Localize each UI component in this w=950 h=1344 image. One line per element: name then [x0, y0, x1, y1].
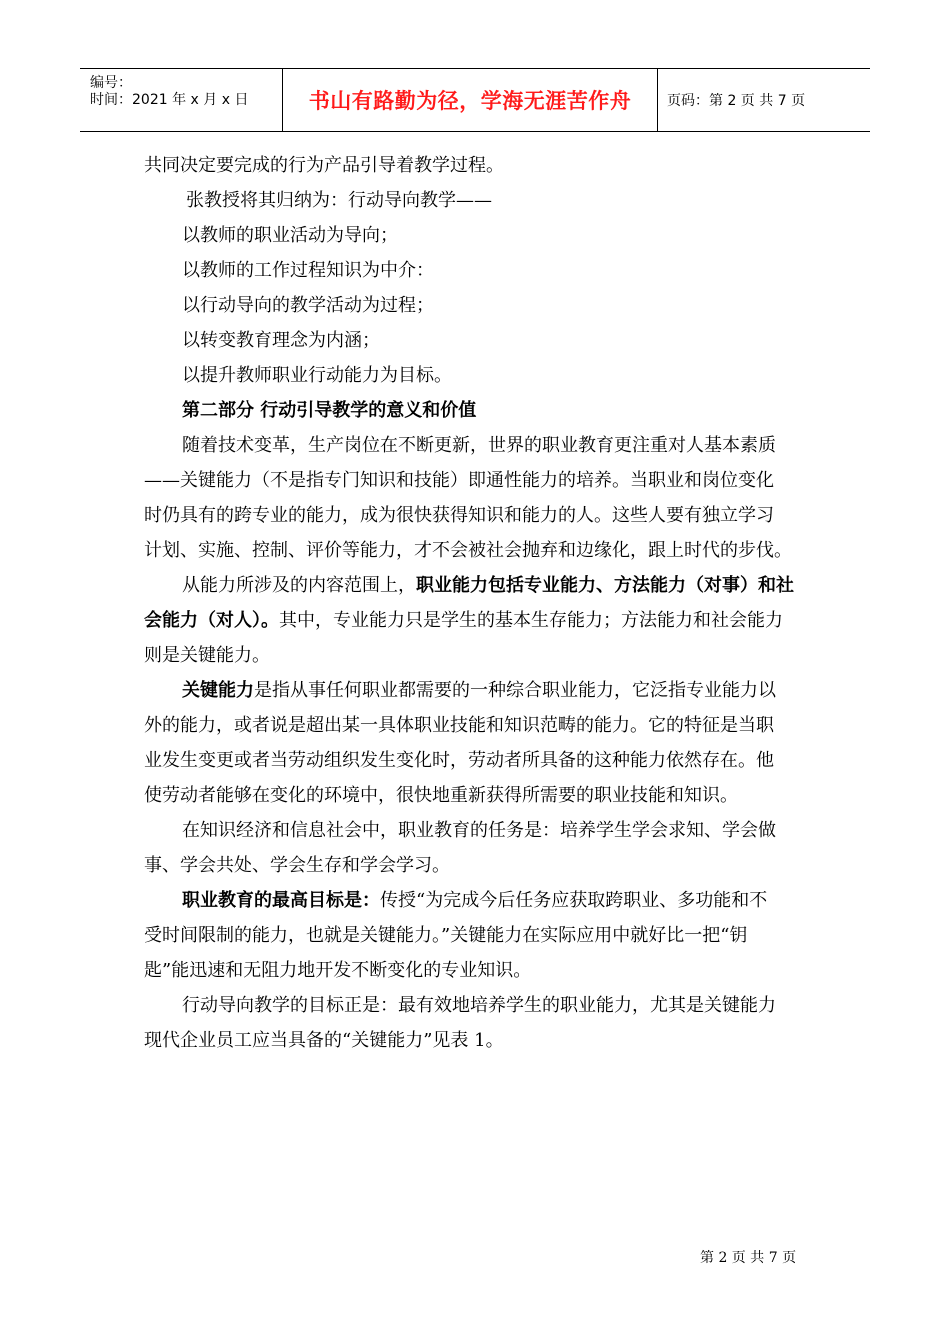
paragraph-line: 张教授将其归纳为：行动导向教学—— [186, 190, 492, 211]
paragraph-line: 随着技术变革，生产岗位在不断更新，世界的职业教育更注重对人基本素质 [182, 435, 776, 456]
paragraph-line: 共同决定要完成的行为产品引导着教学过程。 [144, 155, 504, 176]
motto: 书山有路勤为径，学海无涯苦作舟 [308, 89, 632, 113]
paragraph-line: 行动导向教学的目标正是：最有效地培养学生的职业能力，尤其是关键能力 [182, 995, 776, 1016]
paragraph-line: ——关键能力（不是指专门知识和技能）即通性能力的培养。当职业和岗位变化 [144, 470, 774, 491]
paragraph-line: 时仍具有的跨专业的能力，成为很快获得知识和能力的人。这些人要有独立学习 [144, 505, 774, 526]
paragraph-line: 匙”能迅速和无阻力地开发不断变化的专业知识。 [144, 960, 532, 981]
document-body [144, 148, 810, 1058]
text-run: 其中，专业能力只是学生的基本生存能力；方法能力和社会能力 [279, 610, 783, 631]
list-item: 以教师的职业活动为导向； [182, 225, 398, 246]
paragraph-line: 外的能力，或者说是超出某一具体职业技能和知识范畴的能力。它的特征是当职 [144, 715, 774, 736]
paragraph-line: 业发生变更或者当劳动组织发生变化时，劳动者所具备的这种能力依然存在。他 [144, 750, 774, 771]
footer-page-number: 第 2 页 共 7 页 [700, 1250, 797, 1266]
paragraph-line [144, 603, 810, 638]
bold-text: 会能力（对人）。 [144, 610, 279, 631]
date-label: 时间：2021 年 x 月 x 日 [90, 92, 249, 108]
paragraph-line: 事、学会共处、学会生存和学会学习。 [144, 855, 450, 876]
list-item: 以转变教育理念为内涵； [182, 330, 380, 351]
paragraph-line [144, 883, 810, 918]
header-page-cell [657, 69, 870, 131]
section-heading: 第二部分 行动引导教学的意义和价值 [182, 400, 477, 421]
text-run: 从能力所涉及的内容范围上， [182, 575, 416, 596]
paragraph-line [144, 673, 810, 708]
paragraph-line: 使劳动者能够在变化的环境中，很快地重新获得所需要的职业技能和知识。 [144, 785, 738, 806]
text-run: 传授“为完成今后任务应获取跨职业、多功能和不 [380, 890, 768, 911]
paragraph-line: 在知识经济和信息社会中，职业教育的任务是：培养学生学会求知、学会做 [182, 820, 776, 841]
bold-text: 职业教育的最高目标是： [182, 890, 380, 911]
text-run: 是指从事任何职业都需要的一种综合职业能力，它泛指专业能力以 [254, 680, 776, 701]
document-number-label: 编号： [90, 75, 132, 91]
paragraph-line: 现代企业员工应当具备的“关键能力”见表 1。 [144, 1030, 504, 1051]
paragraph-line: 计划、实施、控制、评价等能力，才不会被社会抛弃和边缘化，跟上时代的步伐。 [144, 540, 792, 561]
paragraph-line: 受时间限制的能力，也就是关键能力。”关键能力在实际应用中就好比一把“钥 [144, 925, 748, 946]
header-page-number: 页码：第 2 页 共 7 页 [667, 93, 806, 109]
bold-text: 职业能力包括专业能力、方法能力（对事）和社 [416, 575, 794, 596]
list-item: 以教师的工作过程知识为中介： [182, 260, 434, 281]
header-table [80, 68, 870, 132]
header-motto-cell [282, 69, 658, 131]
header-info-cell [80, 69, 282, 131]
paragraph-line [144, 568, 810, 603]
bold-text: 关键能力 [182, 680, 254, 701]
list-item: 以行动导向的教学活动为过程； [182, 295, 434, 316]
list-item: 以提升教师职业行动能力为目标。 [182, 365, 452, 386]
paragraph-line: 则是关键能力。 [144, 645, 270, 666]
